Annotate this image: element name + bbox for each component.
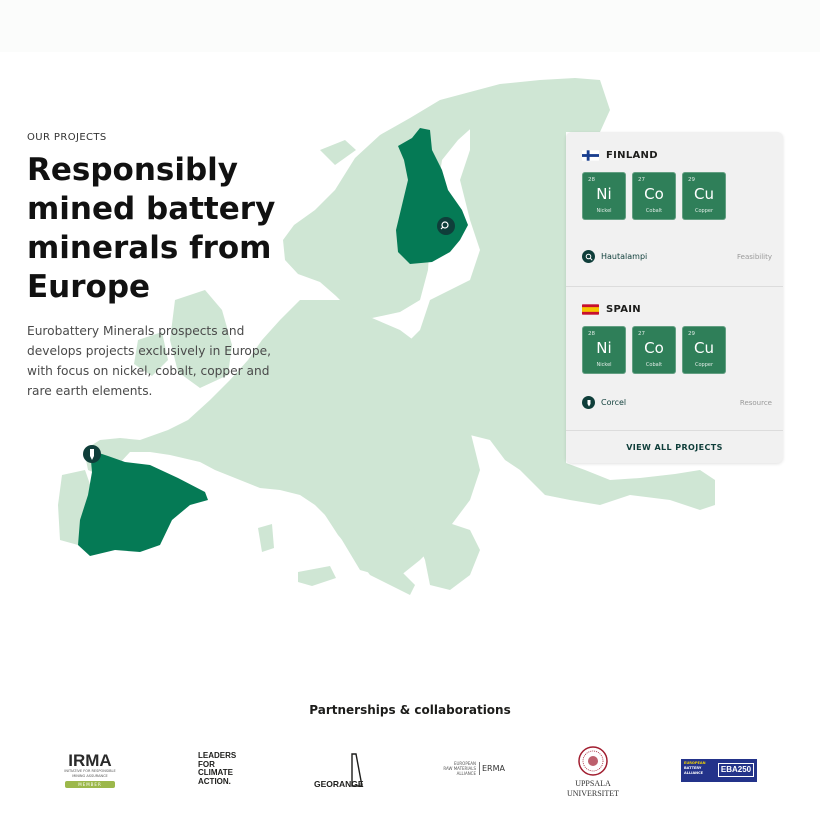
irma-member-badge: MEMBER [65, 781, 115, 788]
finland-flag-icon [582, 150, 599, 161]
project-stage: Resource [739, 398, 772, 407]
leaders-logo-line1: LEADERS [198, 751, 237, 760]
uppsala-logo-line1: UPPSALA [575, 779, 611, 788]
spain-flag-icon [582, 304, 599, 315]
divider [566, 286, 783, 287]
eba250-logo[interactable] [681, 759, 757, 782]
element-symbol: Cu [694, 185, 714, 203]
element-name: Nickel [596, 362, 612, 368]
project-link-corcel[interactable] [582, 396, 772, 409]
element-number: 27 [638, 331, 645, 337]
irma-logo-line1: INITIATIVE FOR RESPONSIBLE [64, 769, 116, 773]
erma-logo-name: ERMA [482, 764, 505, 773]
leaders-logo-line4: ACTION. [198, 776, 231, 786]
erma-logo-line1: EUROPEAN [453, 761, 476, 766]
element-tile-cobalt [632, 326, 676, 374]
element-tile-nickel [582, 326, 626, 374]
partners-title: Partnerships & collaborations [309, 703, 511, 717]
spain-region[interactable] [78, 450, 208, 556]
country-name: SPAIN [606, 304, 641, 315]
country-card-finland [582, 150, 772, 263]
element-symbol: Ni [596, 339, 612, 357]
view-all-projects-button[interactable]: VIEW ALL PROJECTS [626, 443, 723, 452]
hero-section [27, 132, 317, 401]
eba-logo-name: EBA250 [718, 763, 754, 777]
element-number: 29 [688, 177, 695, 183]
element-symbol: Ni [596, 185, 612, 203]
project-stage: Feasibility [737, 252, 772, 261]
georange-logo[interactable] [314, 752, 372, 790]
element-symbol: Co [644, 185, 664, 203]
irma-logo[interactable] [60, 752, 120, 788]
search-icon [582, 250, 595, 263]
drill-icon [582, 396, 595, 409]
eba-logo-line3: ALLIANCE [684, 771, 704, 775]
eba-logo-line1: EUROPEAN [684, 761, 706, 765]
irma-logo-line2: MINING ASSURANCE [72, 773, 108, 778]
element-number: 29 [688, 331, 695, 337]
element-number: 27 [638, 177, 645, 183]
project-name: Hautalampi [601, 252, 648, 261]
element-name: Nickel [596, 208, 612, 214]
section-eyebrow: OUR PROJECTS [27, 132, 107, 143]
element-tile-copper [682, 326, 726, 374]
finland-marker[interactable] [437, 217, 455, 235]
element-name: Copper [694, 208, 714, 214]
leaders-logo-line2: FOR [198, 759, 215, 769]
irma-logo-name: IRMA [68, 751, 112, 770]
project-link-hautalampi[interactable] [582, 250, 772, 263]
erma-logo-line2: RAW MATERIALS [443, 766, 476, 771]
element-tile-copper [682, 172, 726, 220]
element-number: 28 [588, 177, 595, 183]
element-name: Copper [694, 362, 714, 368]
element-number: 28 [588, 331, 595, 337]
uppsala-seal-icon [578, 746, 608, 776]
country-name: FINLAND [606, 150, 658, 161]
element-symbol: Cu [694, 339, 714, 357]
erma-logo[interactable] [428, 761, 508, 781]
divider [566, 430, 783, 431]
element-name: Cobalt [645, 208, 663, 214]
georange-logo-name: GEORANGE [314, 779, 364, 789]
eba-logo-line2: BATTERY [684, 766, 702, 770]
project-name: Corcel [601, 398, 627, 407]
element-tile-cobalt [632, 172, 676, 220]
erma-logo-line3: ALLIANCE [456, 771, 476, 776]
element-name: Cobalt [645, 362, 663, 368]
element-tile-nickel [582, 172, 626, 220]
page-title: Responsibly mined battery minerals from Europe [27, 152, 276, 305]
uppsala-logo-line2: UNIVERSITET [567, 789, 619, 798]
element-symbol: Co [644, 339, 664, 357]
leaders-logo-line3: CLIMATE [198, 768, 233, 777]
country-card-spain [582, 304, 772, 409]
hero-description: Eurobattery Minerals prospects and develops projects exclusively in Europe, with focus on nickel, cobalt, copper and rare earth elements. [27, 324, 271, 398]
uppsala-universitet-logo[interactable] [560, 746, 626, 799]
leaders-for-climate-action-logo[interactable] [198, 752, 238, 786]
spain-marker[interactable] [83, 445, 101, 463]
projects-panel [566, 132, 783, 463]
